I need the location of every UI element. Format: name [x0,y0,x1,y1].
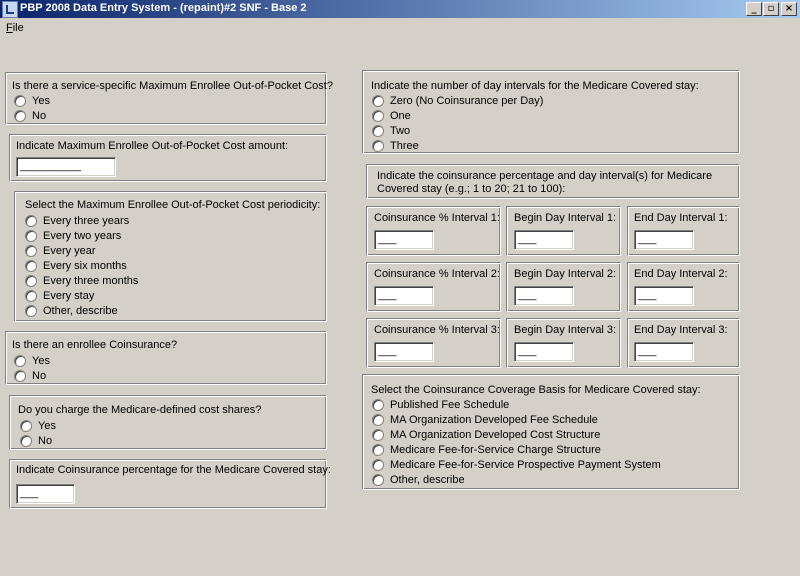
radio-label: Other, describe [390,474,465,486]
end-interval-3-label: End Day Interval 3: [634,324,728,336]
end-interval-1-input[interactable]: ___ [634,230,694,250]
title-bar [0,0,800,18]
coinsurance-percent-group [9,459,331,509]
radio-icon[interactable] [372,459,384,471]
radio-label: Zero (No Coinsurance per Day) [390,95,544,107]
minimize-button[interactable]: _ [746,2,762,16]
end-interval-1-group [627,206,740,256]
menu-file-accelerator: F [6,22,13,34]
radio-icon[interactable] [14,355,26,367]
radio-icon[interactable] [372,110,384,122]
radio-label: Three [390,140,419,152]
coins-interval-1-group [366,206,501,256]
coverage-basis-group [362,374,740,490]
radio-icon[interactable] [25,215,37,227]
radio-icon[interactable] [20,420,32,432]
begin-interval-2-input[interactable]: ___ [514,286,574,306]
oop-amount-input[interactable]: __________ [16,157,116,177]
begin-interval-1-group [506,206,621,256]
oop-cost-group [5,72,333,125]
end-interval-2-label: End Day Interval 2: [634,268,728,280]
radio-label: Two [390,125,411,137]
radio-icon[interactable] [372,399,384,411]
app-icon[interactable] [2,1,18,18]
radio-label: No [32,110,47,122]
oop-cost-question: Is there a service-specific Maximum Enrollee Out-of-Pocket Cost? [12,80,333,92]
end-interval-3-input[interactable]: ___ [634,342,694,362]
radio-icon[interactable] [372,140,384,152]
end-interval-2-input[interactable]: ___ [634,286,694,306]
radio-label: Every three years [43,215,130,227]
coins-interval-3-group [366,318,501,368]
begin-interval-3-input[interactable]: ___ [514,342,574,362]
medicare-cost-shares-group [9,395,327,450]
radio-icon[interactable] [372,414,384,426]
coins-interval-2-input[interactable]: ___ [374,286,434,306]
radio-label: Every year [43,245,96,257]
end-interval-1-label: End Day Interval 1: [634,212,728,224]
coinsurance-percent-input[interactable]: ___ [16,484,75,504]
coins-interval-2-label: Coinsurance % Interval 2: [374,268,500,280]
radio-label: No [38,435,53,447]
medicare-cost-shares-question: Do you charge the Medicare-defined cost shares? [18,404,262,416]
begin-interval-3-group [506,318,621,368]
interval-instructions-line1: Indicate the coinsurance percentage and day interval(s) for Medicare [377,170,713,182]
radio-icon[interactable] [372,125,384,137]
radio-label: One [390,110,411,122]
day-intervals-question: Indicate the number of day intervals for the Medicare Covered stay: [371,80,699,92]
radio-label: MA Organization Developed Cost Structure [390,429,601,441]
radio-label: Other, describe [43,305,118,317]
radio-icon[interactable] [25,275,37,287]
oop-periodicity-question: Select the Maximum Enrollee Out-of-Pocket Cost periodicity: [25,199,321,211]
radio-icon[interactable] [25,305,37,317]
oop-amount-question: Indicate Maximum Enrollee Out-of-Pocket Cost amount: [16,140,289,152]
radio-icon[interactable] [14,110,26,122]
radio-icon[interactable] [14,370,26,382]
begin-interval-3-label: Begin Day Interval 3: [514,324,617,336]
radio-icon[interactable] [372,444,384,456]
radio-icon[interactable] [25,230,37,242]
coins-interval-3-input[interactable]: ___ [374,342,434,362]
radio-icon[interactable] [25,245,37,257]
interval-instructions-line2: Covered stay (e.g.; 1 to 20; 21 to 100): [377,183,566,195]
radio-icon[interactable] [372,474,384,486]
end-interval-3-group [627,318,740,368]
end-interval-2-group [627,262,740,312]
window-title: PBP 2008 Data Entry System - (repaint)#2 SNF - Base 2 [20,2,307,14]
radio-label: Yes [32,355,50,367]
close-button[interactable]: × [781,2,797,16]
coinsurance-percent-question: Indicate Coinsurance percentage for the Medicare Covered stay: [16,464,331,476]
radio-label: Every six months [43,260,127,272]
radio-label: Every three months [43,275,139,287]
coins-interval-2-group [366,262,501,312]
menu-bar [0,19,800,37]
radio-icon[interactable] [372,429,384,441]
oop-amount-group [9,134,327,182]
begin-interval-1-input[interactable]: ___ [514,230,574,250]
radio-label: MA Organization Developed Fee Schedule [390,414,598,426]
interval-instructions-group [366,164,740,199]
radio-icon[interactable] [20,435,32,447]
day-intervals-group [362,70,740,154]
coins-interval-3-label: Coinsurance % Interval 3: [374,324,500,336]
radio-label: Medicare Fee-for-Service Prospective Payment System [390,459,661,471]
radio-icon[interactable] [25,290,37,302]
radio-label: Medicare Fee-for-Service Charge Structure [390,444,601,456]
oop-periodicity-group [14,191,327,322]
radio-label: No [32,370,47,382]
coinsurance-question: Is there an enrollee Coinsurance? [12,339,178,351]
radio-label: Every stay [43,290,95,302]
begin-interval-2-group [506,262,621,312]
radio-label: Yes [32,95,50,107]
radio-label: Yes [38,420,56,432]
menu-file[interactable] [6,22,24,34]
radio-icon[interactable] [25,260,37,272]
coins-interval-1-input[interactable]: ___ [374,230,434,250]
radio-icon[interactable] [14,95,26,107]
radio-label: Every two years [43,230,122,242]
menu-file-label: ile [12,22,24,34]
radio-icon[interactable] [372,95,384,107]
coinsurance-group [5,331,327,385]
begin-interval-1-label: Begin Day Interval 1: [514,212,617,224]
coins-interval-1-label: Coinsurance % Interval 1: [374,212,500,224]
coverage-basis-question: Select the Coinsurance Coverage Basis for Medicare Covered stay: [371,384,701,396]
radio-label: Published Fee Schedule [390,399,510,411]
begin-interval-2-label: Begin Day Interval 2: [514,268,617,280]
maximize-button[interactable]: ▫ [763,2,779,16]
